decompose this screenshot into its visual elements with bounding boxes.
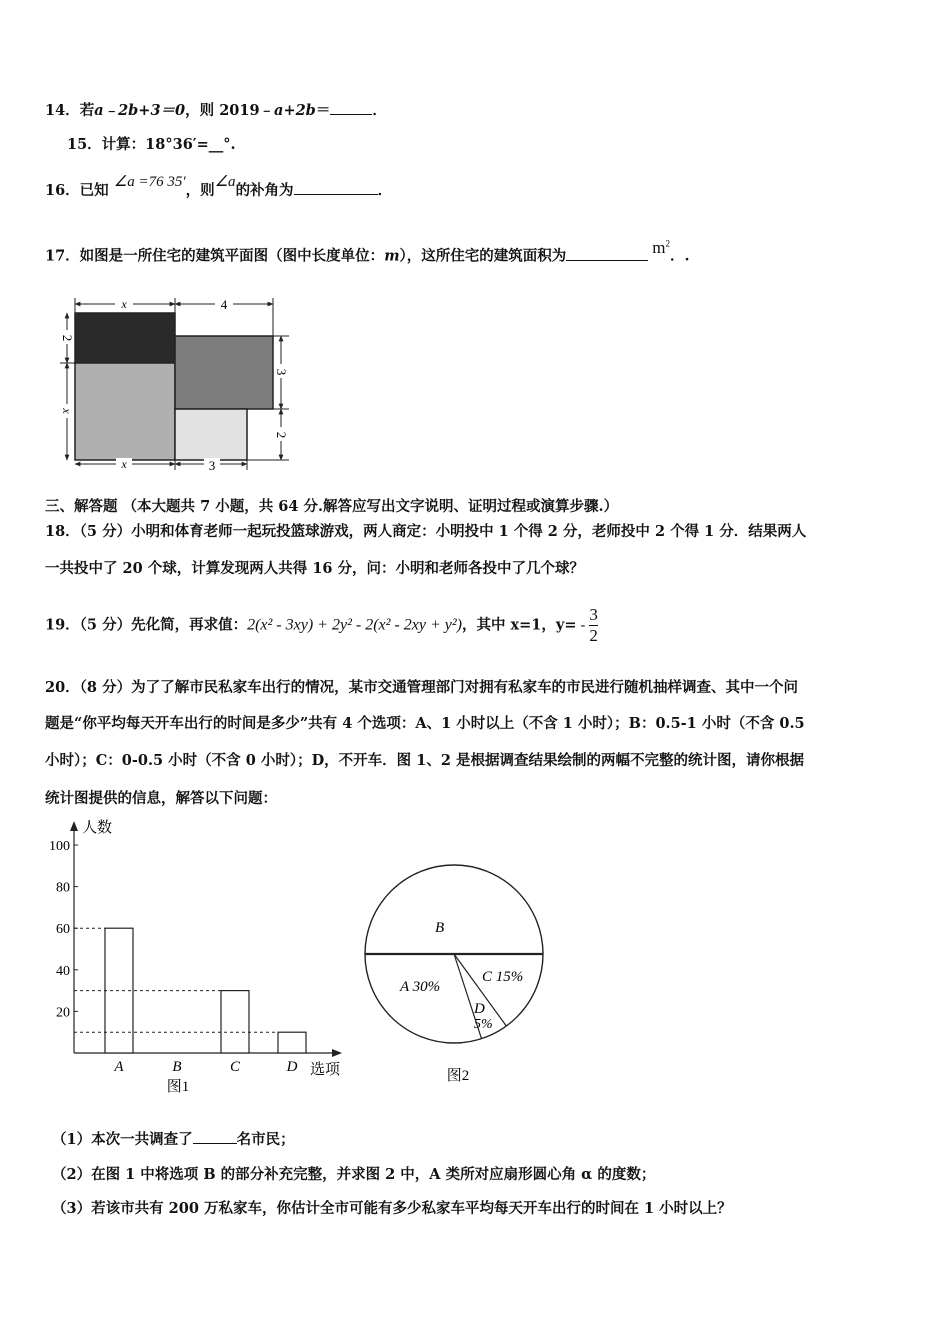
pie-label-D: D xyxy=(474,1001,485,1017)
question-19: 19．（5 分）先化简，再求值：2(x² - 3xy) + 2y² - 2(x² - 2xy + y²)，其中 x=1，y= - $\frac{3}{2}$ xyxy=(45,605,598,645)
q19-expression: 2(x² - 3xy) + 2y² - 2(x² - 2xy + y²) xyxy=(247,616,462,634)
room-bottom-left xyxy=(75,363,175,460)
y-tick-label: 80 xyxy=(56,880,70,896)
dim-right-3: 3 xyxy=(274,368,289,376)
dim-bottom-x: x xyxy=(121,457,127,471)
dim-left-x: x xyxy=(60,408,74,414)
floor-plan-figure xyxy=(55,298,305,473)
question-18-line1: 18．（5 分）小明和体育老师一起玩投篮球游戏，两人商定：小明投中 1 个得 2 分，老师投中 2 个得 1 分．结果两人 xyxy=(45,523,807,540)
question-20-line3: 小时）；C：0-0.5 小时（不含 0 小时）；D，不开车．图 1、2 是根据调查结果绘制的两幅不完整的统计图，请你根据 xyxy=(45,752,804,769)
room-top-left xyxy=(75,313,175,363)
question-20-sub2: （2）在图 1 中将选项 B 的部分补充完整，并求图 2 中，A 类所对应扇形圆心角 α 的度数； xyxy=(52,1166,656,1183)
x-tick-label: A xyxy=(114,1059,124,1075)
question-20-line2: 题是“你平均每天开车出行的时间是多少”共有 4 个选项：A、1 小时以上（不含 1 小时）；B：0.5-1 小时（不含 0.5 xyxy=(45,715,805,732)
q19-fraction: $\frac{3}{2}$ xyxy=(589,605,598,645)
dim-right-2: 2 xyxy=(274,431,289,439)
question-15: 15．计算：18°36′=__°. xyxy=(67,136,236,153)
question-20-line1: 20．（8 分）为了了解市民私家车出行的情况，某市交通管理部门对拥有私家车的市民进行随机抽样调查、其中一个问 xyxy=(45,679,799,696)
pie-chart-figure-2 xyxy=(360,860,560,1090)
pie-label-C: C 15% xyxy=(482,969,524,985)
y-tick-label: 40 xyxy=(56,963,70,979)
x-tick-label: C xyxy=(229,1059,241,1075)
question-20-line4: 统计图提供的信息，解答以下问题： xyxy=(45,790,277,807)
y-tick-label: 100 xyxy=(49,839,70,854)
dim-top-4: 4 xyxy=(220,298,228,312)
question-17: 17．如图是一所住宅的建筑平面图（图中长度单位：m），这所住宅的建筑面积为 $m^2$．. xyxy=(45,237,690,265)
answer-blank xyxy=(566,246,648,261)
question-16: 16．已知 ∠a =76 35′，则∠a的补角为 ． xyxy=(45,174,393,199)
pie-label-A: A 30% xyxy=(400,979,441,995)
bar-chart-figure-1 xyxy=(38,815,358,1100)
x-axis-arrow xyxy=(332,1049,342,1057)
y-axis-arrow xyxy=(70,821,78,831)
x-axis-label: 选项 xyxy=(310,1062,341,1078)
q14-number: 14． xyxy=(45,102,80,119)
y-axis-label: 人数 xyxy=(82,820,113,836)
question-20-sub3: （3）若该市共有 200 万私家车，你估计全市可能有多少私家车平均每天开车出行的时间在 1 小时以上？ xyxy=(52,1200,732,1217)
dim-left-2: 2 xyxy=(60,334,75,342)
bar-D xyxy=(278,1032,306,1053)
x-tick-label: D xyxy=(286,1059,298,1075)
pie-label-B: B xyxy=(435,920,445,936)
room-right-top xyxy=(175,336,273,409)
question-18-line2: 一共投中了 20 个球，计算发现两人共得 16 分，问：小明和老师各投中了几个球？ xyxy=(45,560,585,577)
y-tick-label: 60 xyxy=(56,922,70,938)
section-3-heading: 三、解答题 （本大题共 7 小题，共 64 分.解答应写出文字说明、证明过程或演算步骤.） xyxy=(45,498,619,515)
pie-label-D-percent: 5% xyxy=(474,1017,493,1032)
dim-top-x: x xyxy=(121,298,127,311)
figure-1-caption: 图1 xyxy=(166,1079,190,1095)
answer-blank xyxy=(294,180,378,195)
bar-C xyxy=(221,991,249,1053)
q16-angle: ∠a =76 35′ xyxy=(113,174,186,190)
answer-blank xyxy=(193,1129,237,1144)
dim-bottom-3: 3 xyxy=(208,458,216,473)
q14-equation: a﹣2b+3＝0 xyxy=(94,102,186,119)
y-tick-label: 20 xyxy=(56,1005,70,1021)
answer-blank xyxy=(330,100,372,115)
question-14: 14．若a﹣2b+3＝0，则 2019﹣a+2b＝ ． xyxy=(45,102,387,119)
room-right-bottom xyxy=(175,409,247,460)
question-20-sub1: （1）本次一共调查了 名市民； xyxy=(52,1131,295,1148)
figure-2-caption: 图2 xyxy=(446,1068,470,1084)
x-tick-label: B xyxy=(172,1059,182,1075)
